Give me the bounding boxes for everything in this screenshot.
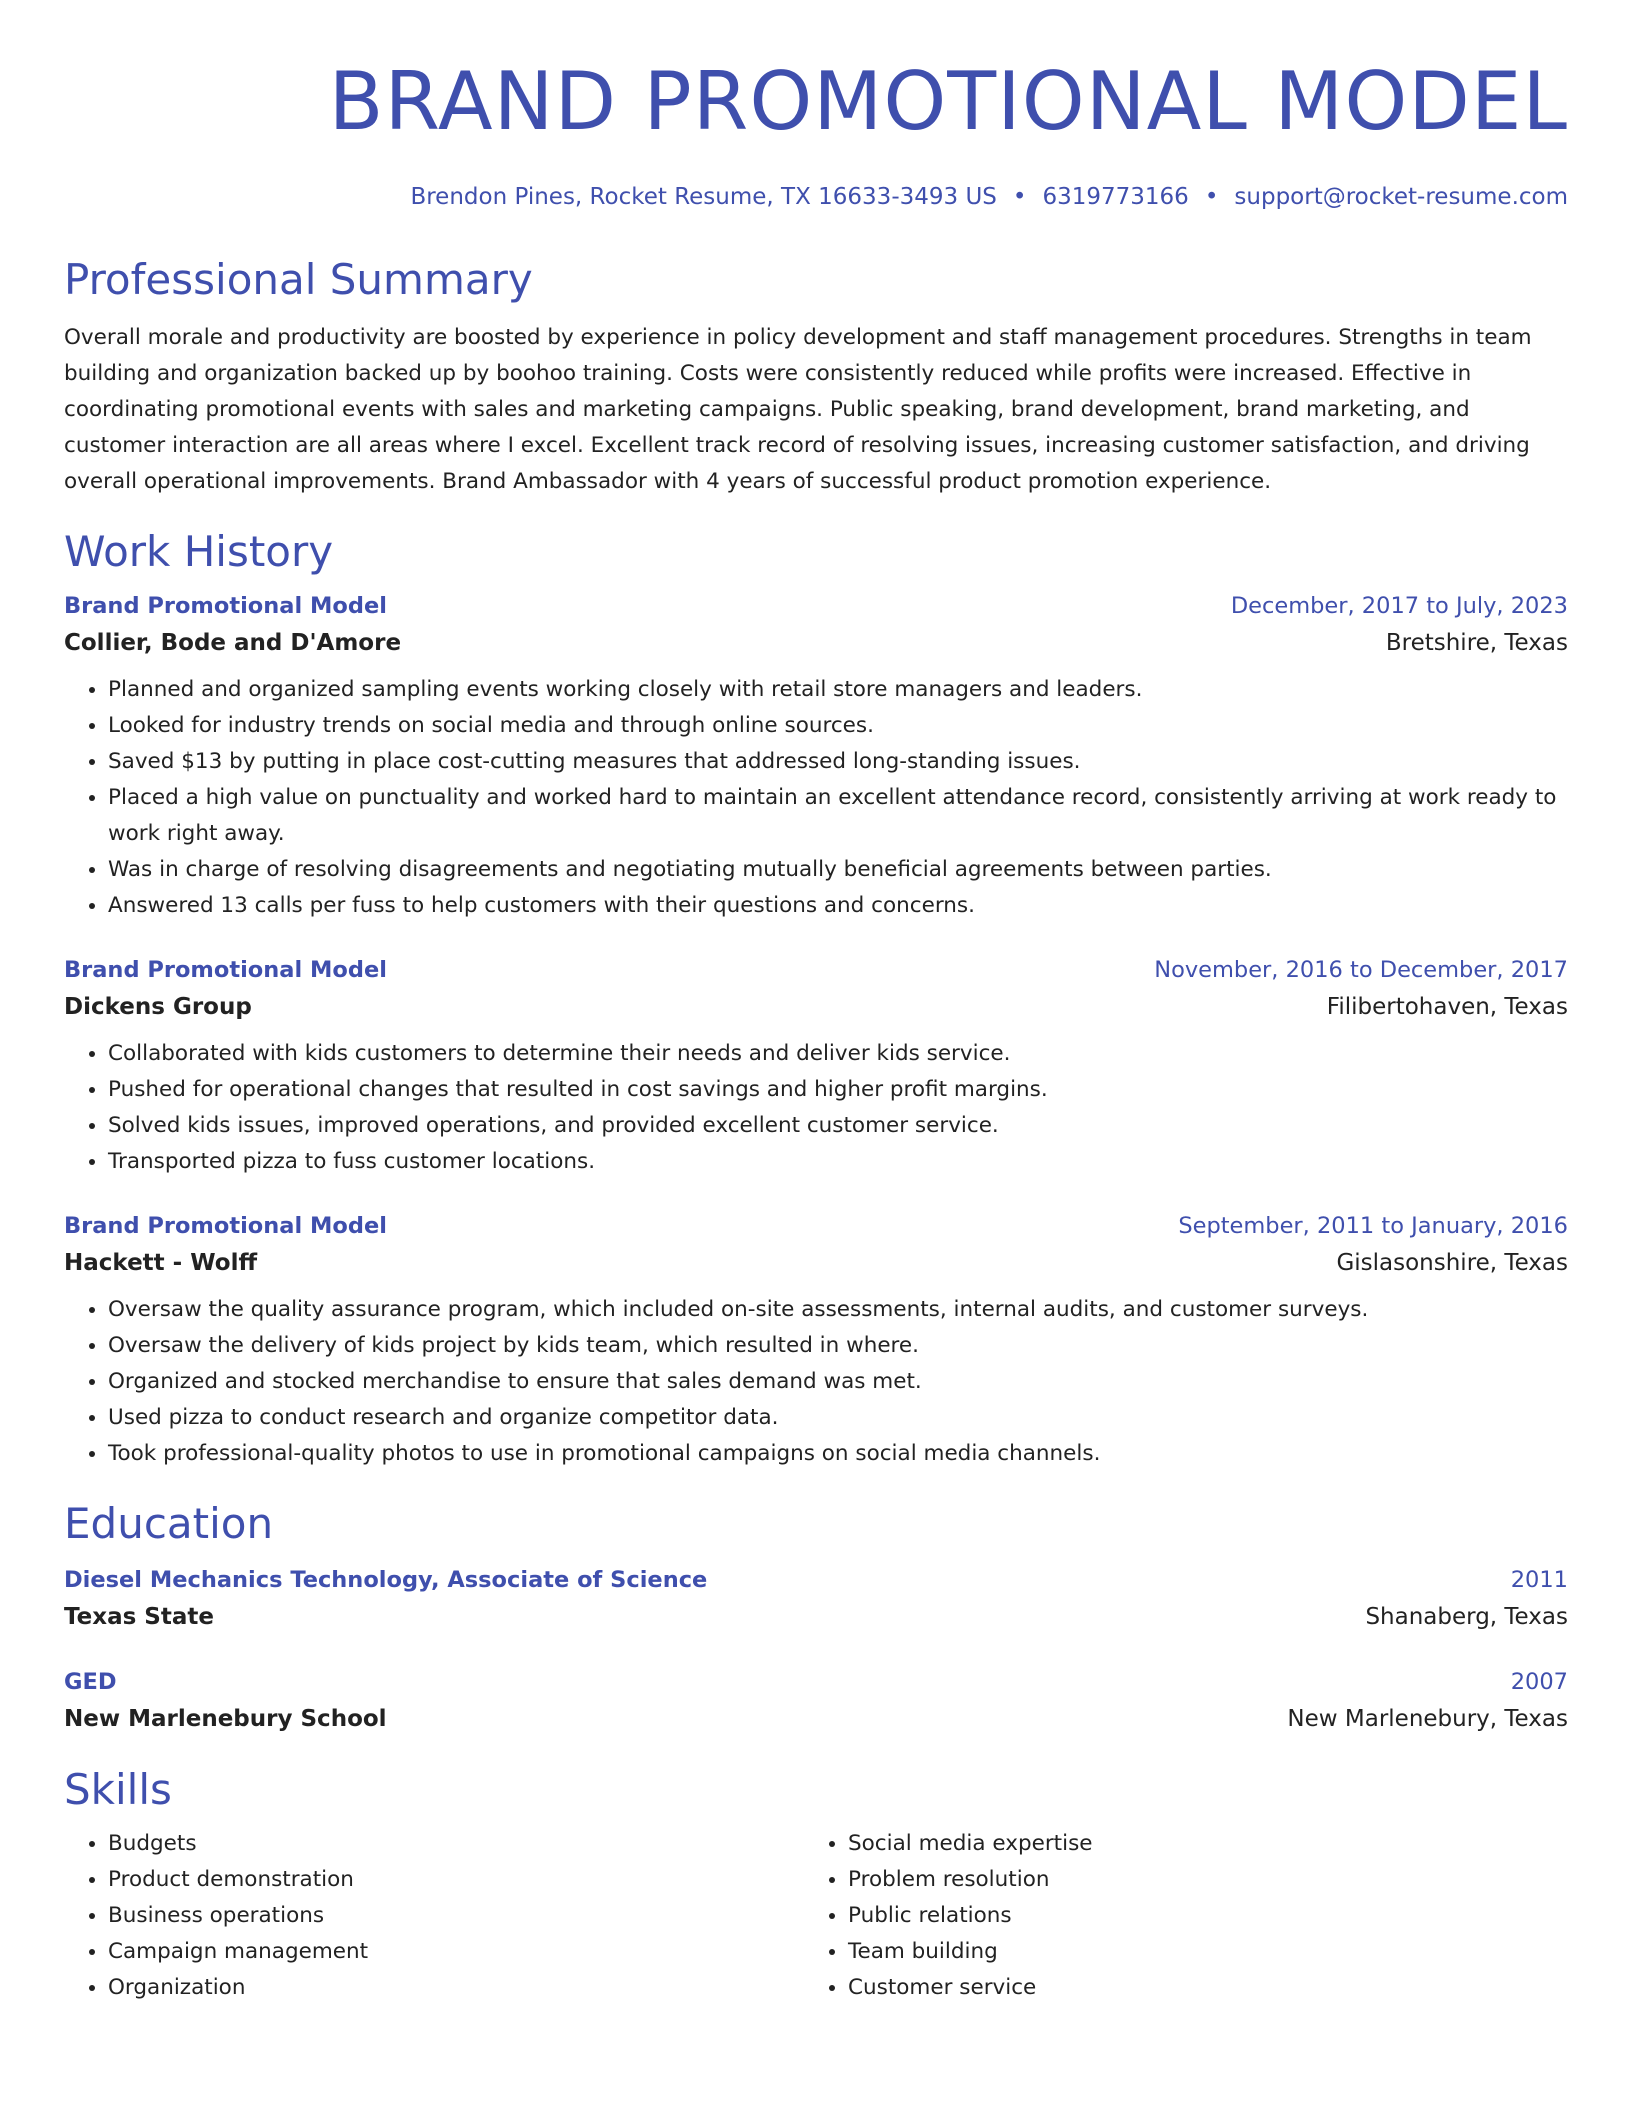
education-degree: Diesel Mechanics Technology, Associate of Science — [64, 1567, 708, 1593]
skill-item: • Campaign management — [108, 1934, 804, 1970]
job-location: Bretshire, Texas — [1385, 630, 1568, 656]
job-bullet: • Collaborated with kids customers to determine their needs and deliver kids service. — [108, 1036, 1568, 1072]
job-entry — [64, 952, 1568, 1180]
job-header-row — [64, 1208, 1568, 1244]
skill-item: • Social media expertise — [848, 1826, 1544, 1862]
education-school: Texas State — [64, 1604, 214, 1630]
education-header-row — [64, 1664, 1568, 1700]
education-degree: GED — [64, 1669, 117, 1695]
job-company: Hackett - Wolff — [64, 1250, 258, 1276]
job-bullet: • Solved kids issues, improved operations, and provided excellent customer service. — [108, 1108, 1568, 1144]
education-school: New Marlenebury School — [64, 1706, 387, 1732]
resume-name-title: BRAND PROMOTIONAL MODEL — [328, 55, 1568, 148]
job-bullet: • Took professional-quality photos to use in promotional campaigns on social media channels. — [108, 1436, 1568, 1472]
job-bullet: • Placed a high value on punctuality and worked hard to maintain an excellent attendance record, consistently arriving at work ready to work right away. — [108, 780, 1568, 852]
skill-item: • Product demonstration — [108, 1862, 804, 1898]
job-bullet: • Oversaw the quality assurance program, which included on-site assessments, internal audits, and customer surveys. — [108, 1292, 1568, 1328]
skill-item: • Public relations — [848, 1898, 1544, 1934]
skills-column-left — [64, 1826, 804, 2006]
skill-item: • Organization — [108, 1970, 804, 2006]
job-dates: September, 2011 to January, 2016 — [1178, 1213, 1568, 1239]
education-year: 2011 — [1510, 1567, 1568, 1593]
job-bullet: • Oversaw the delivery of kids project by kids team, which resulted in where. — [108, 1328, 1568, 1364]
job-title: Brand Promotional Model — [64, 957, 387, 983]
job-location: Gislasonshire, Texas — [1336, 1250, 1568, 1276]
contact-email: support@rocket-resume.com — [1234, 184, 1568, 210]
job-dates: December, 2017 to July, 2023 — [1230, 593, 1568, 619]
education-entry — [64, 1562, 1568, 1636]
job-bullets — [64, 1036, 1568, 1180]
education-school-row — [64, 1598, 1568, 1636]
contact-line — [64, 182, 1568, 212]
skills-column-right — [804, 1826, 1544, 2006]
education-year: 2007 — [1510, 1669, 1568, 1695]
contact-separator: • — [1204, 184, 1219, 210]
job-bullet: • Transported pizza to fuss customer locations. — [108, 1144, 1568, 1180]
skills-heading: Skills — [64, 1765, 172, 1814]
job-bullet: • Planned and organized sampling events working closely with retail store managers and leaders. — [108, 672, 1568, 708]
summary-heading: Professional Summary — [64, 255, 533, 304]
job-title: Brand Promotional Model — [64, 1213, 387, 1239]
job-company: Dickens Group — [64, 994, 252, 1020]
job-title: Brand Promotional Model — [64, 593, 387, 619]
job-header-row — [64, 588, 1568, 624]
job-bullet: • Saved $13 by putting in place cost-cutting measures that addressed long-standing issues. — [108, 744, 1568, 780]
job-bullet: • Was in charge of resolving disagreements and negotiating mutually beneficial agreements between parties. — [108, 852, 1568, 888]
skill-item: • Problem resolution — [848, 1862, 1544, 1898]
job-bullet: • Organized and stocked merchandise to ensure that sales demand was met. — [108, 1364, 1568, 1400]
education-entry — [64, 1664, 1568, 1738]
job-header-row — [64, 952, 1568, 988]
job-bullets — [64, 1292, 1568, 1472]
education-heading: Education — [64, 1499, 274, 1548]
contact-separator: • — [1012, 184, 1027, 210]
job-bullet: • Answered 13 calls per fuss to help customers with their questions and concerns. — [108, 888, 1568, 924]
job-entry — [64, 1208, 1568, 1472]
education-school-row — [64, 1700, 1568, 1738]
education-location: New Marlenebury, Texas — [1287, 1706, 1568, 1732]
job-bullet: • Used pizza to conduct research and organize competitor data. — [108, 1400, 1568, 1436]
job-entry — [64, 588, 1568, 924]
job-company-row — [64, 988, 1568, 1026]
skill-item: • Business operations — [108, 1898, 804, 1934]
skill-item: • Customer service — [848, 1970, 1544, 2006]
job-bullet: • Pushed for operational changes that resulted in cost savings and higher profit margins. — [108, 1072, 1568, 1108]
job-bullet: • Looked for industry trends on social media and through online sources. — [108, 708, 1568, 744]
summary-text: Overall morale and productivity are boosted by experience in policy development and staff management procedures. Strengths in team building and organization backed up by boohoo training. Costs were consistently reduced while profits were increased. Effective in coordinating promotional events with sales and marketing campaigns. Public speaking, brand development, brand marketing, and customer interaction are all areas where I excel. Excellent track record of resolving issues, increasing customer satisfaction, and driving overall operational improvements. Brand Ambassador with 4 years of successful product promotion experience. — [64, 325, 1532, 494]
job-company: Collier, Bode and D'Amore — [64, 630, 402, 656]
job-location: Filibertohaven, Texas — [1326, 994, 1568, 1020]
skill-item: • Team building — [848, 1934, 1544, 1970]
job-dates: November, 2016 to December, 2017 — [1154, 957, 1568, 983]
job-company-row — [64, 1244, 1568, 1282]
education-header-row — [64, 1562, 1568, 1598]
skill-item: • Budgets — [108, 1826, 804, 1862]
job-company-row — [64, 624, 1568, 662]
contact-address: Brendon Pines, Rocket Resume, TX 16633-3493 US — [410, 184, 997, 210]
education-location: Shanaberg, Texas — [1365, 1604, 1568, 1630]
job-bullets — [64, 672, 1568, 924]
contact-phone: 6319773166 — [1042, 184, 1189, 210]
work-history-heading: Work History — [64, 527, 334, 576]
skills-grid — [64, 1826, 1568, 2006]
